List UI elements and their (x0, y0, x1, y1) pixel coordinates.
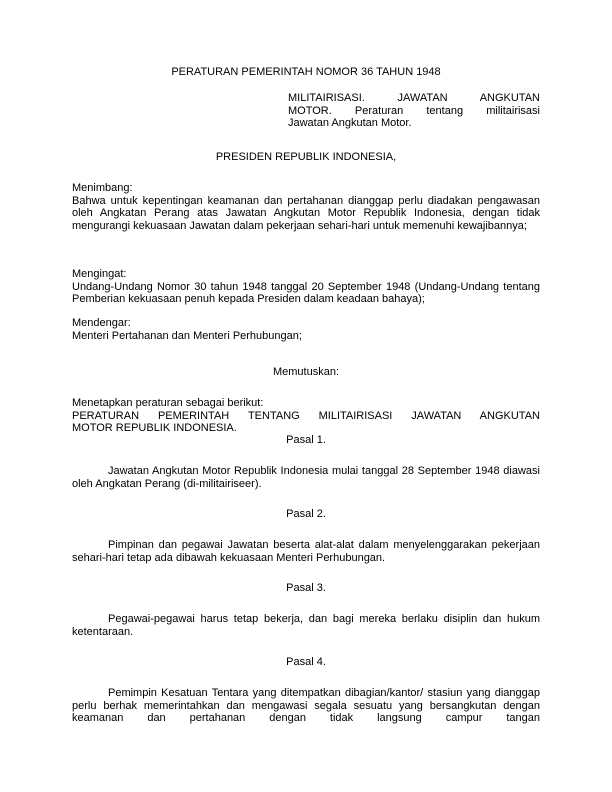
mendengar-section (72, 317, 540, 342)
mengingat-text: Undang-Undang Nomor 30 tahun 1948 tanggal 20 September 1948 (Undang-Undang tentang Pemberian kekuasaan penuh kepada Presiden dalam keadaan bahaya); (72, 280, 540, 306)
mendengar-text: Menteri Pertahanan dan Menteri Perhubungan; (72, 329, 302, 342)
pasal-2-text: Pimpinan dan pegawai Jawatan beserta alat-alat dalam menyelenggarakan pekerjaan sehari-hari tetap ada dibawah kekuasaan Menteri Perhubungan. (72, 539, 540, 564)
pasal-1-text: Jawatan Angkutan Motor Republik Indonesia mulai tanggal 28 September 1948 diawasi oleh Angkatan Perang (di-militairiseer). (72, 465, 540, 490)
mengingat-label: Mengingat: (72, 268, 127, 280)
document-summary (288, 92, 540, 130)
menetapkan-label: Menetapkan peraturan sebagai berikut: (72, 397, 264, 409)
mendengar-label: Mendengar: (72, 317, 131, 329)
pasal-4-heading: Pasal 4. (286, 656, 326, 668)
menimbang-text: Bahwa untuk kepentingan keamanan dan pertahanan dianggap perlu diadakan pengawasan oleh Angkatan Perang atas Jawatan Angkutan Motor Republik Indonesia, dengan tidak mengurangi kekuasaan Jawatan dalam pekerjaan sehari-hari untuk memenuhi kewajibannya; (72, 194, 540, 232)
regulation-title-line: PERATURAN PEMERINTAH TENTANG MILITAIRISASI JAWATAN ANGKUTAN (72, 409, 540, 422)
summary-line: Jawatan Angkutan Motor. (288, 117, 412, 130)
pasal-1-heading: Pasal 1. (286, 434, 326, 446)
issuer-heading: PRESIDEN REPUBLIK INDONESIA, (215, 151, 397, 163)
summary-line: MOTOR. Peraturan tentang militairisasi (288, 104, 540, 117)
pasal-4-text: Pemimpin Kesatuan Tentara yang ditempatkan dibagian/kantor/ stasiun yang dianggap perlu berhak memerintahkan dan mengawasi segala sesuatu yang bersangkutan dengan keamanan dan pertahanan dengan tidak langsung campur tangan (72, 687, 540, 725)
summary-line: MILITAIRISASI. JAWATAN ANGKUTAN (288, 92, 540, 104)
pasal-2-heading: Pasal 2. (286, 508, 326, 520)
menetapkan-section (72, 397, 540, 435)
regulation-title-line: MOTOR REPUBLIK INDONESIA. (72, 422, 237, 435)
menimbang-section (72, 182, 540, 232)
pasal-3-text: Pegawai-pegawai harus tetap bekerja, dan bagi mereka berlaku disiplin dan hukum ketentaraan. (72, 613, 540, 638)
pasal-3-heading: Pasal 3. (286, 582, 326, 594)
memutuskan-heading: Memutuskan: (272, 366, 340, 378)
document-title: PERATURAN PEMERINTAH NOMOR 36 TAHUN 1948 (171, 66, 441, 78)
mengingat-section (72, 268, 540, 306)
menimbang-label: Menimbang: (72, 182, 133, 194)
